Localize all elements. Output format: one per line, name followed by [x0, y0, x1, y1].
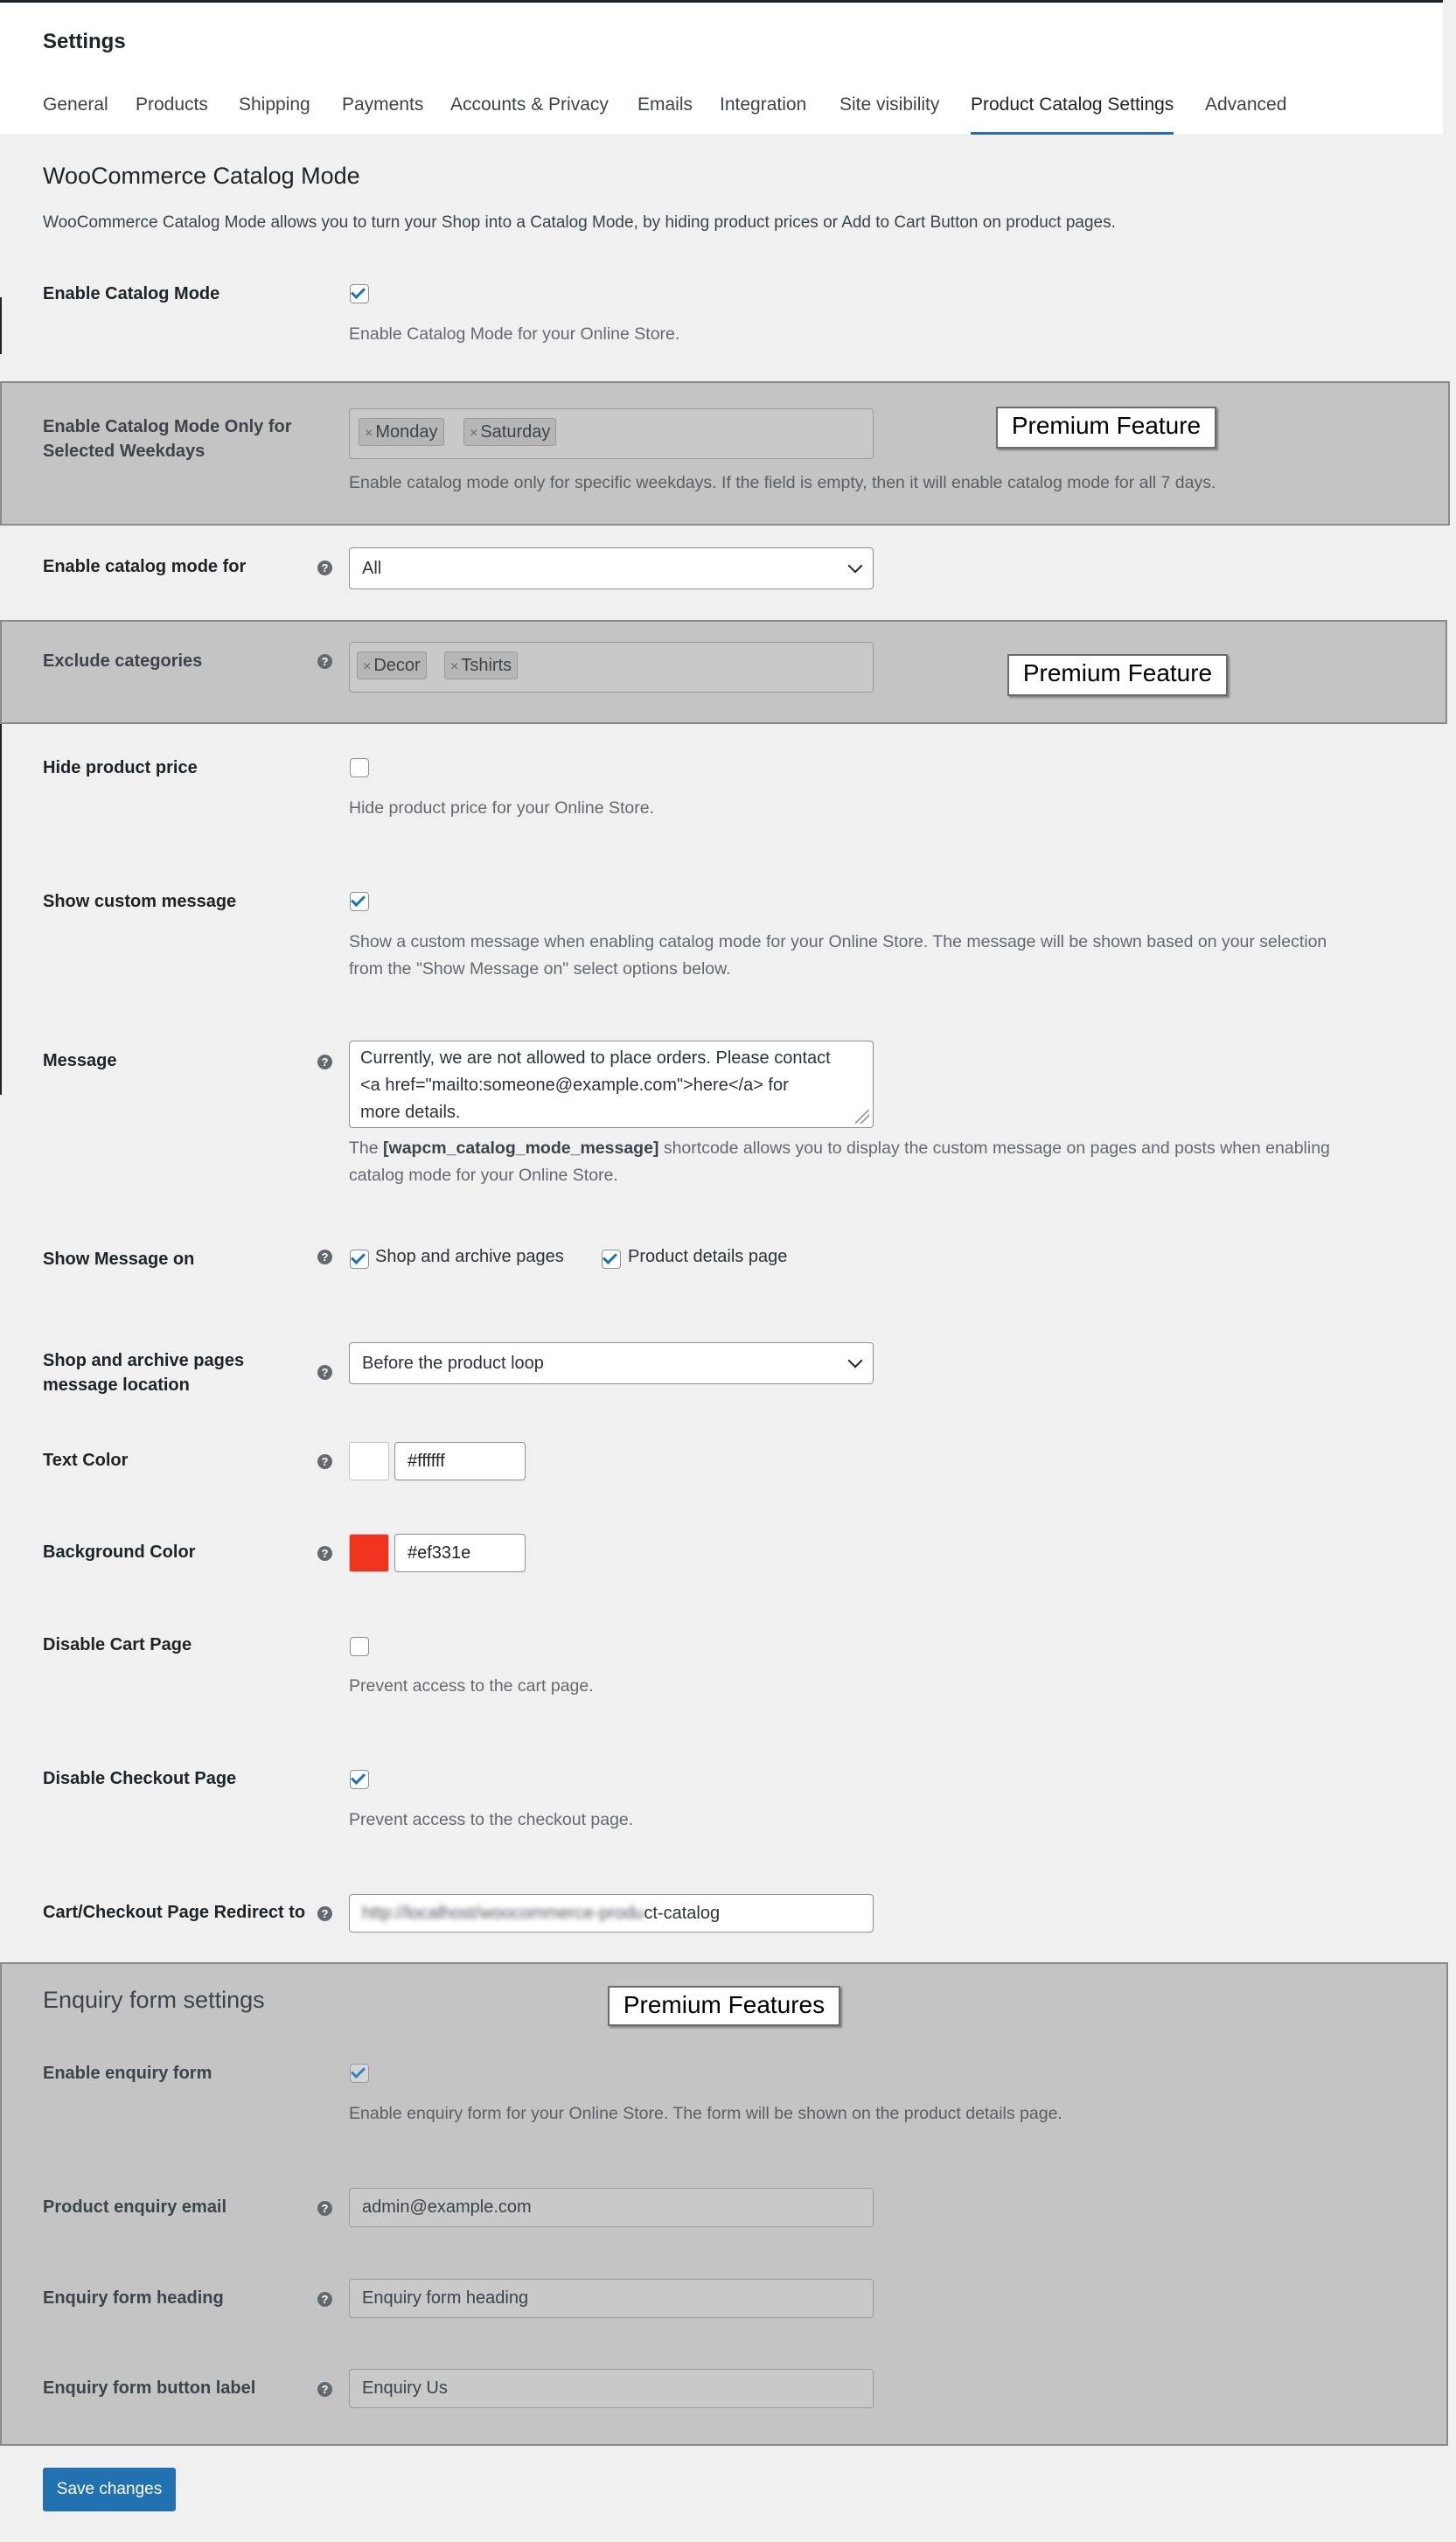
help-icon[interactable]: ?: [317, 2292, 332, 2307]
help-icon[interactable]: ?: [317, 1906, 332, 1921]
premium-feature-badge: Premium Feature: [1007, 654, 1228, 696]
chevron-down-icon: [848, 1354, 863, 1369]
hide-price-checkbox[interactable]: [350, 758, 369, 777]
product-details-checkbox[interactable]: [602, 1250, 621, 1269]
weekdays-desc: Enable catalog mode only for specific weekdays. If the field is empty, then it will enable catalog mode for all 7 days.: [349, 473, 1216, 492]
left-edge-bar: [0, 297, 2, 354]
bg-color-input[interactable]: #ef331e: [394, 1534, 526, 1572]
disable-cart-checkbox[interactable]: [350, 1637, 369, 1656]
text-color-input[interactable]: #ffffff: [394, 1442, 526, 1480]
shop-archive-checkbox[interactable]: [350, 1250, 369, 1269]
tab-shipping[interactable]: Shipping: [239, 94, 310, 115]
page-title: Settings: [43, 30, 126, 53]
weekdays-select[interactable]: [349, 408, 874, 459]
enable-enquiry-checkbox[interactable]: [350, 2064, 369, 2083]
enquiry-heading-input[interactable]: Enquiry form heading: [349, 2279, 874, 2318]
hide-price-desc: Hide product price for your Online Store.: [349, 798, 655, 818]
tab-emails[interactable]: Emails: [637, 94, 693, 115]
enable-catalog-mode-desc: Enable Catalog Mode for your Online Store.: [349, 324, 680, 344]
resize-handle-icon[interactable]: [855, 1110, 869, 1124]
checkmark-icon: [351, 284, 366, 299]
disable-cart-label: Disable Cart Page: [43, 1635, 192, 1654]
enquiry-section-heading: Enquiry form settings: [43, 1987, 265, 2013]
enquiry-button-label-label: Enquiry form button label: [43, 2378, 256, 2398]
shortcode-desc-2: catalog mode for your Online Store.: [349, 1166, 618, 1185]
disable-checkout-desc: Prevent access to the checkout page.: [349, 1810, 634, 1829]
enquiry-email-label: Product enquiry email: [43, 2197, 227, 2217]
message-location-select[interactable]: Before the product loop: [349, 1342, 874, 1384]
category-tag[interactable]: × Decor: [357, 651, 427, 679]
custom-message-checkbox[interactable]: [350, 892, 369, 911]
shop-archive-option-label[interactable]: Shop and archive pages: [375, 1247, 564, 1266]
enable-enquiry-desc: Enable enquiry form for your Online Store. The form will be shown on the product details page.: [349, 2104, 1062, 2123]
checkmark-icon: [603, 1250, 617, 1264]
enable-enquiry-label: Enable enquiry form: [43, 2064, 212, 2083]
show-message-on-label: Show Message on: [43, 1250, 195, 1269]
message-text: Currently, we are not allowed to place orders. Please contact: [360, 1048, 831, 1068]
checkmark-icon: [351, 2064, 366, 2079]
catalog-intro: WooCommerce Catalog Mode allows you to turn your Shop into a Catalog Mode, by hiding product prices or Add to Cart Button on product pages.: [43, 213, 1116, 232]
help-icon[interactable]: ?: [317, 654, 332, 669]
enquiry-heading-label: Enquiry form heading: [43, 2288, 224, 2308]
checkmark-icon: [351, 892, 366, 907]
custom-message-label: Show custom message: [43, 892, 237, 911]
help-icon[interactable]: ?: [317, 1454, 332, 1469]
bg-color-swatch[interactable]: [349, 1534, 389, 1572]
help-icon[interactable]: ?: [317, 1365, 332, 1380]
help-icon[interactable]: ?: [317, 561, 332, 575]
left-edge-bar: [0, 719, 2, 1095]
category-tag[interactable]: × Tshirts: [444, 651, 518, 679]
hide-price-label: Hide product price: [43, 758, 198, 777]
remove-icon[interactable]: ×: [365, 426, 373, 441]
custom-message-desc-2: from the "Show Message on" select options below.: [349, 959, 731, 978]
tab-site-visibility[interactable]: Site visibility: [839, 94, 940, 115]
catalog-section-heading: WooCommerce Catalog Mode: [43, 163, 360, 189]
tab-general[interactable]: General: [43, 94, 108, 115]
tab-accounts-privacy[interactable]: Accounts & Privacy: [450, 94, 609, 115]
save-changes-button[interactable]: Save changes: [43, 2468, 176, 2511]
message-text: <a href="mailto:someone@example.com">here</a> for: [360, 1076, 789, 1095]
disable-cart-desc: Prevent access to the cart page.: [349, 1676, 594, 1696]
remove-icon[interactable]: ×: [450, 659, 459, 674]
text-color-swatch[interactable]: [349, 1442, 389, 1480]
product-details-option-label[interactable]: Product details page: [628, 1247, 788, 1266]
message-label: Message: [43, 1051, 117, 1070]
help-icon[interactable]: ?: [317, 2382, 332, 2397]
tab-products[interactable]: Products: [136, 94, 208, 115]
disable-checkout-label: Disable Checkout Page: [43, 1769, 237, 1788]
weekdays-label: Enable Catalog Mode Only for Selected Weekdays: [43, 417, 292, 461]
disable-checkout-checkbox[interactable]: [350, 1770, 369, 1789]
chevron-down-icon: [848, 559, 863, 574]
weekday-tag[interactable]: × Saturday: [463, 418, 556, 446]
checkmark-icon: [351, 1770, 366, 1785]
message-location-label: Shop and archive pages message location: [43, 1351, 245, 1395]
bg-color-label: Background Color: [43, 1543, 196, 1562]
remove-icon[interactable]: ×: [470, 426, 478, 441]
premium-features-badge: Premium Features: [608, 1986, 840, 2026]
enquiry-button-label-input[interactable]: Enquiry Us: [349, 2369, 874, 2408]
premium-feature-badge: Premium Feature: [996, 407, 1216, 449]
exclude-categories-select[interactable]: [349, 642, 874, 693]
tab-advanced[interactable]: Advanced: [1205, 94, 1287, 115]
enable-catalog-mode-checkbox[interactable]: [350, 284, 369, 303]
help-icon[interactable]: ?: [317, 1250, 332, 1264]
shortcode-desc: The [wapcm_catalog_mode_message] shortcode allows you to display the custom message on pages and posts when enabling: [349, 1139, 1330, 1158]
help-icon[interactable]: ?: [317, 2201, 332, 2216]
message-textarea[interactable]: [349, 1041, 874, 1128]
tab-integration[interactable]: Integration: [720, 94, 807, 115]
enable-catalog-mode-label: Enable Catalog Mode: [43, 284, 220, 303]
weekday-tag[interactable]: × Monday: [359, 418, 444, 446]
catalog-mode-for-select[interactable]: All: [349, 547, 874, 589]
enquiry-email-input[interactable]: admin@example.com: [349, 2188, 874, 2227]
custom-message-desc-1: Show a custom message when enabling catalog mode for your Online Store. The message will be shown based on your selection: [349, 932, 1327, 951]
exclude-categories-label: Exclude categories: [43, 651, 203, 671]
help-icon[interactable]: ?: [317, 1055, 332, 1069]
message-text: more details.: [360, 1103, 461, 1122]
checkmark-icon: [351, 1250, 366, 1264]
tab-product-catalog-settings[interactable]: Product Catalog Settings: [971, 94, 1174, 115]
redirect-label: Cart/Checkout Page Redirect to: [43, 1903, 306, 1922]
remove-icon[interactable]: ×: [363, 659, 372, 674]
tab-payments[interactable]: Payments: [342, 94, 424, 115]
redirect-input[interactable]: http://localhost/woocommerce-product-catalog: [349, 1894, 874, 1933]
text-color-label: Text Color: [43, 1451, 129, 1470]
help-icon[interactable]: ?: [317, 1546, 332, 1561]
catalog-mode-for-label: Enable catalog mode for: [43, 557, 247, 576]
